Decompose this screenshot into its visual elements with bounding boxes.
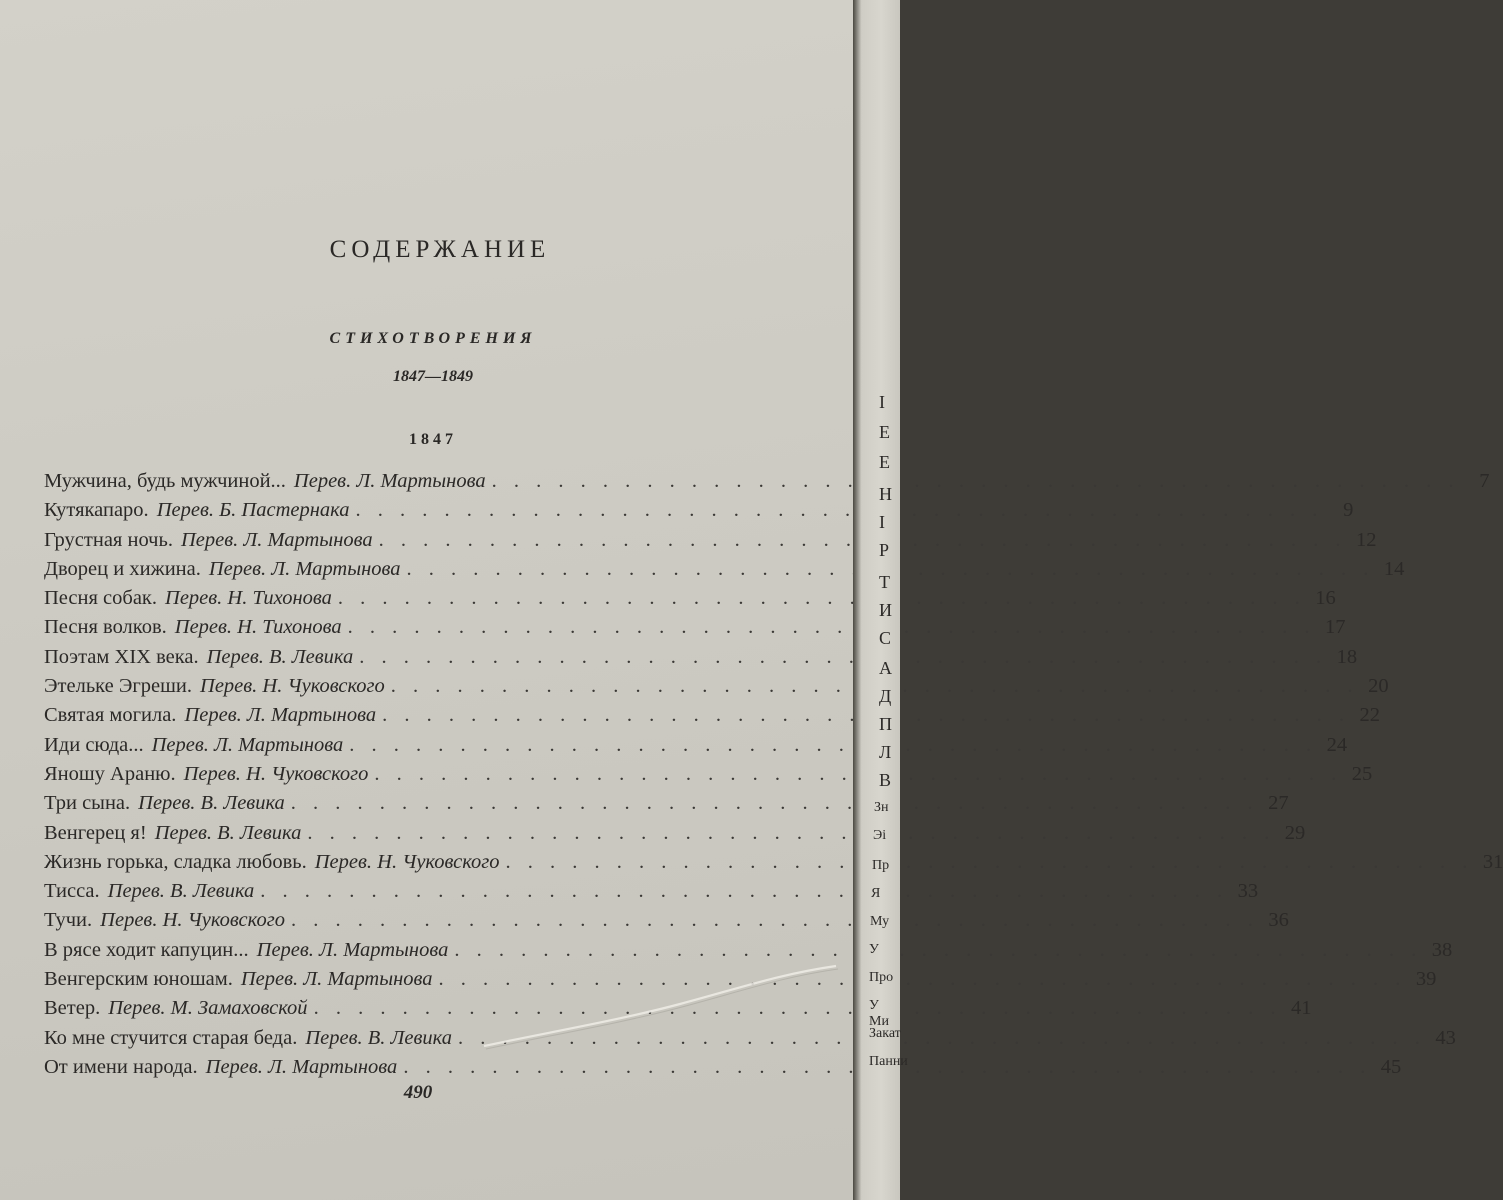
poem-title: Этельке Эгреши. [44,675,193,698]
toc-entry [44,704,1380,733]
translator: Перев. В. Левика [305,1026,452,1049]
translator: Перев. Н. Тихонова [165,587,332,610]
poem-title: Грустная ночь. [44,528,173,551]
adjacent-page-fragment: В [879,770,892,790]
page-ref: 36 [1268,909,1289,932]
leader-dots [301,822,1275,845]
page-ref: 18 [1336,645,1358,668]
poem-title: Мужчина, будь мужчиной... [44,470,286,492]
translator: Перев. Л. Мартынова [256,938,449,961]
leader-dots [342,616,1316,639]
toc-entry [44,616,1346,645]
adjacent-page-fragment: С [879,628,892,648]
poem-title: Тисса. [44,880,100,903]
translator: Перев. Н. Чуковского [200,675,385,698]
translator: Перев. Н. Чуковского [183,762,369,785]
toc-entry [44,499,1354,528]
translator: Перев. В. Левика [206,645,354,668]
toc-entry [44,880,1259,909]
adjacent-page-fragment: Е [879,452,890,472]
translator: Перев. Б. Пастернака [156,499,350,522]
page-ref: 14 [1383,557,1405,580]
poem-title: Кутякапаро. [44,499,149,522]
translator: Перев. Л. Мартынова [293,470,486,492]
toc-entry [44,675,1389,704]
page-number: 490 [403,1082,433,1103]
poem-title: Ко мне стучится старая беда. [44,1026,298,1049]
page-ref: 16 [1315,587,1336,610]
page-ref: 33 [1237,880,1259,903]
translator: Перев. Л. Мартынова [205,1055,398,1078]
paper-crease [480,962,840,1052]
leader-dots [500,851,1474,874]
section-heading: СТИХОТВОРЕНИЯ [329,330,537,347]
adjacent-page-fragment: Панни [869,1054,908,1069]
translator: Перев. В. Левика [154,821,302,844]
page-ref: 38 [1431,938,1453,961]
page-ref: 27 [1268,792,1289,815]
leader-dots [448,939,1422,962]
adjacent-page-fragment: Я [871,886,881,901]
adjacent-page-fragment: Пр [872,858,890,873]
poem-title: Три сына. [44,792,131,815]
leader-dots [353,646,1327,669]
poem-title: Тучи. [44,909,93,932]
adjacent-page-fragment: Т [879,572,890,592]
translator: Перев. Л. Мартынова [151,733,344,756]
page-ref: 41 [1290,997,1312,1020]
translator: Перев. Л. Мартынова [208,557,401,580]
page-ref: 22 [1359,704,1380,727]
poem-title: Венгерским юношам. [44,968,233,991]
page-ref: 25 [1351,762,1373,785]
adjacent-page-fragment: У Ми [869,998,889,1029]
adjacent-page-fragment: Му [870,914,890,929]
poem-title: Святая могила. [44,704,177,727]
adjacent-page-fragment: И [879,600,892,620]
adjacent-page-fragment: Р [879,540,890,560]
translator: Перев. Н. Чуковского [100,909,285,932]
translator: Перев. Л. Мартынова [184,704,377,727]
adjacent-page-fragment: Эі [873,828,887,843]
translator: Перев. Н. Чуковского [314,850,500,873]
toc-entry [44,528,1377,558]
translator: Перев. Н. Тихонова [174,616,342,639]
toc-entry [44,645,1358,675]
translator: Перев. В. Левика [138,792,285,815]
toc-entry [44,470,1490,499]
leader-dots [285,792,1259,815]
poem-title: Венгерец я! [44,821,147,844]
page-ref: 9 [1343,499,1354,522]
poem-title: Дворец и хижина. [44,557,201,580]
translator: Перев. Л. Мартынова [180,528,373,551]
page-ref: 17 [1325,616,1346,639]
poem-title: Жизнь горька, сладка любовь. [44,850,307,873]
adjacent-page-fragment: Л [879,742,892,762]
page-ref: 12 [1356,528,1377,551]
adjacent-page-fragment: П [879,714,892,734]
poem-title: Поэтам XIX века. [44,645,199,668]
poem-title: Ветер. [44,997,101,1020]
leader-dots [350,499,1324,522]
page-ref: 29 [1284,821,1306,844]
adjacent-page-fragment: I [879,392,885,412]
adjacent-page-fragment: Н [879,484,892,504]
adjacent-page-fragment: Про [869,970,894,985]
toc-entry [44,557,1405,587]
translator: Перев. В. Левика [107,880,255,903]
page-ref: 39 [1415,968,1437,991]
page-ref: 7 [1479,470,1490,492]
adjacent-page-fragment: I [879,512,885,532]
page-ref: 45 [1380,1055,1402,1078]
poem-title: От имени народа. [44,1055,198,1078]
leader-dots [343,734,1317,757]
adjacent-page-fragment: Д [879,686,892,706]
page-title: СОДЕРЖАНИЕ [329,236,551,263]
adjacent-page-edge [853,0,908,1200]
translator: Перев. М. Замаховской [108,997,308,1020]
leader-dots [254,880,1228,903]
page-ref: 43 [1435,1026,1456,1049]
year-subheading: 1847 [409,431,457,448]
adjacent-page-fragment: Закат [869,1026,901,1041]
toc-entry [44,587,1336,616]
adjacent-page-fragment: А [879,658,892,678]
translator: Перев. Л. Мартынова [240,968,433,991]
toc-entry [44,762,1373,792]
poem-title: Яношу Араню. [44,762,176,785]
page-ref: 24 [1326,733,1348,756]
poem-title: Песня собак. [44,587,158,610]
adjacent-page-fragment: Е [879,422,890,442]
section-years: 1847—1849 [393,368,473,385]
leader-dots [486,470,1460,493]
leader-dots [332,587,1306,610]
poem-title: Песня волков. [44,616,167,639]
toc-entry [44,733,1348,763]
poem-title: Иди сюда... [44,733,144,756]
page-ref: 31 [1482,850,1503,873]
adjacent-page-fragment: У [869,942,879,957]
adjacent-page-fragment: Зн [874,800,889,815]
poem-title: В рясе ходит капуцин... [44,938,249,961]
leader-dots [285,909,1259,932]
page-ref: 20 [1368,675,1389,698]
